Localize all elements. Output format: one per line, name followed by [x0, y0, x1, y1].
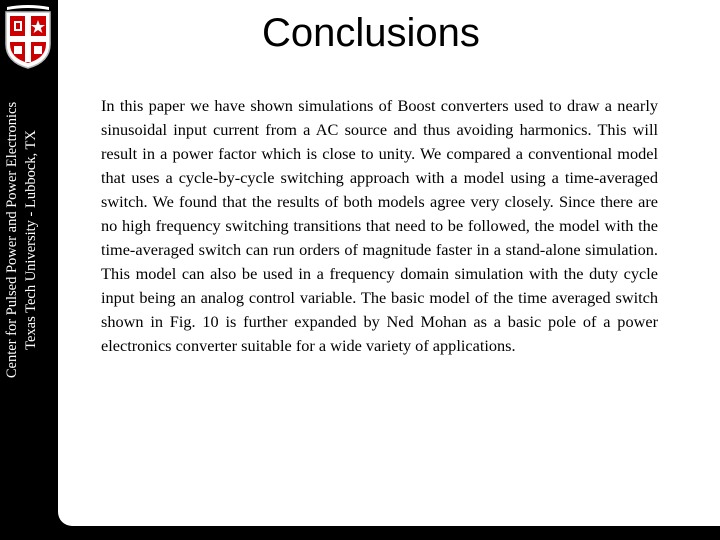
footer-bar [58, 526, 720, 540]
slide-title: Conclusions [262, 11, 480, 55]
sidebar [0, 0, 58, 540]
slide-body-text: In this paper we have shown simulations of Boost converters used to draw a nearly sinusoidal input current from a AC source and thus avoiding harmonics. This will result in a power factor which is close to unity. We compared a conventional model that uses a cycle-by-cycle switching approach with a model using a time-averaged switch. We found that the results of both models agree very closely. Since there are no high frequency switching transitions that need to be followed, the model with the time-averaged switch can run orders of magnitude faster in a stand-alone simulation. This model can also be used in a frequency domain simulation with the duty cycle input being an analog control variable. The basic model of the time averaged switch shown in Fig. 10 is further expanded by Ned Mohan as a basic pole of a power electronics converter suitable for a wide variety of applications. [101, 96, 658, 355]
sidebar-caption-line2: Texas Tech University - Lubbock, TX [23, 130, 39, 350]
sidebar-caption [3, 30, 55, 450]
sidebar-caption-line1: Center for Pulsed Power and Power Electronics [4, 101, 20, 379]
footer-corner [58, 512, 72, 526]
